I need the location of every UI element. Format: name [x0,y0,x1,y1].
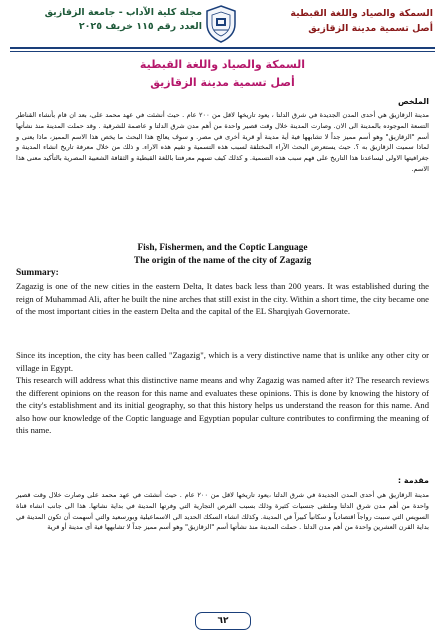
arabic-title-line2: أصل تسمية مدينة الزقازيق [150,76,295,89]
arabic-abstract-heading: الملخص [397,97,429,106]
arabic-intro-text: مدينة الزقازيق هي أحدى المدن الجديدة في شرق الدلتا ،يعود تاريخها لاقل من ٢٠٠ عام . حيث أنشئت في عهد محمد على وصارت خلال وقت قصير واحدة من أهم مدن شرق الدلتا وملتقى جنسيات كثيرة وذلك بسبب الفرص التجارية التي وفرتها المدينة في بداية نشاتها. هذا الى جانب انشاء قناة السويس التي سببت رواجاً اقتصادياً و سكانياً كبيراً في المدينة. وكذلك انشاء السكك الحديد الى الاسماعيلية وبورسعيد والتي أسهمت أن تكون المدينة في بداية القرن العشرين واحدة من أهم مدن الدلتا . حملت المدينة منذ نشأتها أسم "الزقازيق" وهو أسم مميز جداً لا تشابهها فية أى مدينة أو قرية [16,491,429,532]
arabic-intro-heading: مقدمة : [397,476,429,485]
header-article-line2: أصل تسمية مدينة الزقازيق [308,23,433,34]
university-emblem-icon [204,4,238,44]
issue-number: العدد رقم ١١٥ خريف ٢٠٢٥ [78,21,202,32]
journal-name: مجلة كلية الآداب - جامعة الزقازيق [44,7,202,18]
summary-paragraph-2: Since its inception, the city has been called "Zagazig", which is a very distinctive name that is unlike any other city or village in Egypt. [16,350,429,373]
arabic-abstract-text: مدينة الزقازيق هي أحدى المدن الجديدة في شرق الدلتا ، يعود تاريخها لاقل من ٢٠٠ عام . حيث أنشئت في عهد محمد على، بعد ان قام بأنشاء القناطر التسعة الموجوده بالمدينة الى الان. وصارت المدينة خلال وقت قصير واحدة من أهم مدن شرق الدلتا و عاصمة للشرقية . وقد حملت المدينة منذ نشأتها أسم "الزقازيق" وهو أسم مميز جداً لا تشابهها فية أية مدينة أو قرية أخرى في مصر. و سوف يعالج هذا البحث ما يخص هذا الاسم المميز، ماذا يعنى و لماذا سميت الزقازيق به ؟. حيث يستعرض البحث الآراء المختلفة لسبب هذه التسمية و تقيم هذه الاراء. و ذلك من خلال معرفة تاريخ انشاء المدينة و جغرافيتها الاولى ليساعدنا هذا التاريخ على فهم سبب هذه التسمية. و كذلك كيف تسهم معرفتنا باللغة القبطية و الثقافة الشعبية المصرية بالتأكيد معنى هذا الاسم. [16,111,429,173]
summary-paragraph-3: This research will address what this distinctive name means and why Zagazig was named after it? The research reviews the different opinions on the reason for this name and evaluates these opinions. This is done by knowing the history of the city's establishment and its initial geography, so that this history helps us understand the reason for this name. And also how our knowledge of the Coptic language and Egyptian popular culture contributes to confirming the meaning of this name. [16,375,429,435]
summary-paragraph-1: Zagazig is one of the new cities in the eastern Delta, It dates back less than 200 years. It was established during the reign of Muhammad Ali, after he built the nine arches that still exist in the city. Within a short time, the city became one of the most important cities in the eastern Delta and the capital of the EL Sharqiyah Governorate. [16,281,429,316]
summary-heading: Summary: [16,268,59,278]
header-article-title [258,6,433,36]
header-divider [10,47,435,49]
header-journal-info [12,6,202,34]
header-divider-thin [10,51,435,52]
english-subtitle: The origin of the name of the city of Zagazig [133,256,312,266]
page-number: ٦٢ [195,612,251,630]
english-title: Fish, Fishermen, and the Coptic Language [137,243,308,253]
header-article-line1: السمكة والصياد واللغة القبطية [290,8,433,19]
arabic-title-line1: السمكة والصياد واللغة القبطية [139,58,306,71]
